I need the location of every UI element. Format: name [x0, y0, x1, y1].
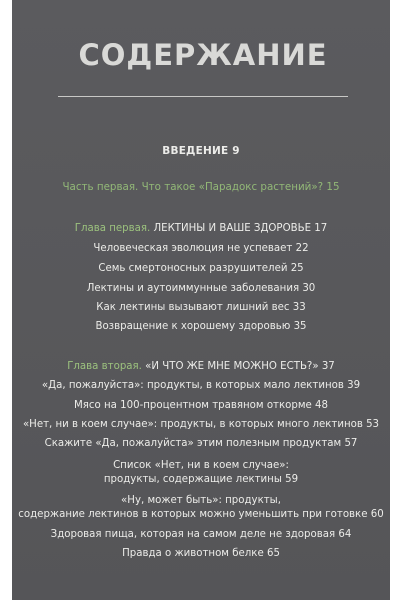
toc-chapter-one — [12, 222, 390, 235]
chapter-label: Глава вторая. — [67, 361, 142, 372]
toc-item: Лектины и аутоиммунные заболевания 30 — [86, 283, 316, 294]
chapter-title: ЛЕКТИНЫ И ВАШЕ ЗДОРОВЬЕ 17 — [150, 223, 328, 234]
toc-item: Человеческая эволюция не успевает 22 — [93, 243, 309, 254]
toc-item: продукты, содержащие лектины 59 — [103, 474, 299, 485]
chapter-title: «И ЧТО ЖЕ МНЕ МОЖНО ЕСТЬ?» 37 — [141, 361, 335, 372]
title-divider — [58, 96, 348, 97]
toc-item: Здоровая пища, которая на самом деле не здоровая 64 — [50, 529, 352, 540]
toc-item: содержание лектинов в которых можно уменьшить при готовке 60 — [18, 509, 384, 520]
toc-item: «Да, пожалуйста»: продукты, в которых мало лектинов 39 — [41, 380, 361, 391]
toc-chapter-two — [12, 360, 390, 373]
toc-item: Список «Нет, ни в коем случае»: — [113, 460, 289, 471]
toc-item: Скажите «Да, пожалуйста» этим полезным продуктам 57 — [44, 438, 358, 449]
toc-item: Семь смертоносных разрушителей 25 — [98, 263, 304, 274]
toc-item: Как лектины вызывают лишний вес 33 — [96, 302, 306, 313]
toc-item: «Ну, может быть»: продукты, — [121, 495, 281, 506]
toc-introduction: ВВЕДЕНИЕ 9 — [162, 145, 240, 157]
toc-item: Правда о животном белке 65 — [122, 548, 280, 559]
page-title: СОДЕРЖАНИЕ — [78, 38, 328, 72]
toc-item: Возвращение к хорошему здоровью 35 — [95, 321, 307, 332]
chapter-label: Глава первая. — [74, 223, 151, 234]
toc-item: Мясо на 100-процентном травяном откорме 48 — [74, 400, 328, 411]
contents-page — [12, 0, 390, 600]
toc-part-one: Часть первая. Что такое «Парадокс растений»? 15 — [62, 181, 340, 193]
toc-item: «Нет, ни в коем случае»: продукты, в которых много лектинов 53 — [22, 419, 380, 430]
